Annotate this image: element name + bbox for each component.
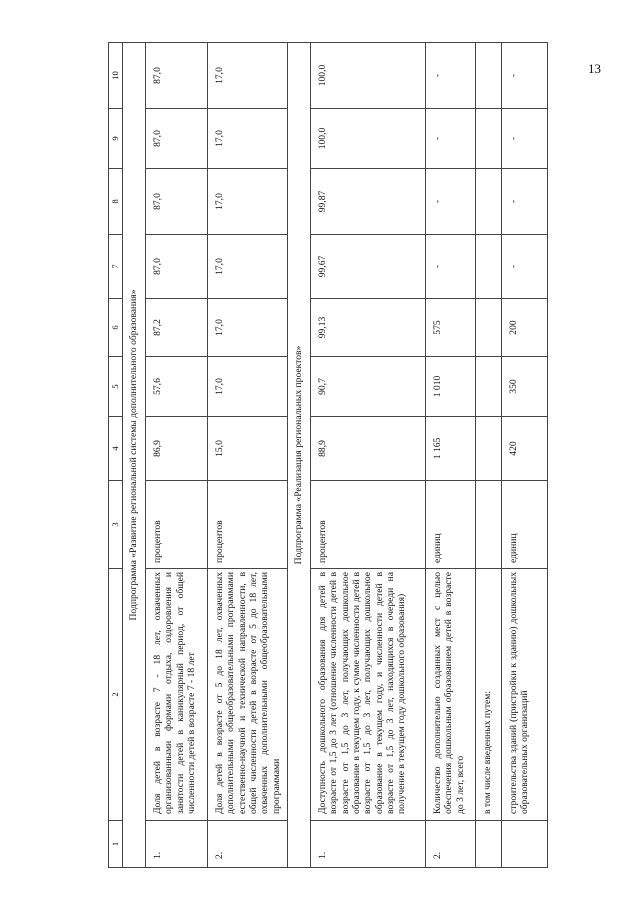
table-row: строительства зданий (пристройки к зданию) дошкольных образовательных организаций единиц 420 350 200 - - - - (502, 43, 548, 868)
table-row: 2. Количество дополнительно созданных мест с целью обеспечения дошкольным образованием детей в возрасте до 3 лет, всего единиц 1 165 1 010 575 - - - - (426, 43, 476, 868)
col-10: 10 (109, 43, 123, 109)
subprogram-header (288, 43, 311, 868)
col-2: 2 (109, 569, 123, 821)
col-4: 4 (109, 417, 123, 481)
col-6: 6 (109, 299, 123, 357)
col-1: 1 (109, 821, 123, 868)
col-8: 8 (109, 169, 123, 235)
column-number-row (109, 43, 123, 868)
table-row: 1. Доступность дошкольного образования для детей в возрасте от 1,5 до 3 лет (отношение численности детей в возрасте от 1,5 до 3 лет, получающих дошкольное образование в текущем году, к сумме численности детей в возрасте от 1,5 до 3 лет, получающих дошкольное образование в текущем году, и численности детей в возрасте от 1,5 до 3 лет, находящихся в очереди на получение в текущем году дошкольного образования) процентов 88,9 90,7 99,13 99,67 99,87 100,0 100,0 (311, 43, 426, 868)
col-3: 3 (109, 481, 123, 569)
col-7: 7 (109, 235, 123, 299)
table-row: 1. Доля детей в возрасте 7 - 18 лет, охваченных организованными формами отдыха, оздоровления и занятости детей в каникулярный период, от общей численности детей в возрасте 7 - 18 лет процентов 86,9 57,6 87,2 87,0 87,0 87,0 87,0 (146, 43, 208, 868)
rotated-table-container (108, 43, 608, 868)
table-row: 2. Доля детей в возрасте от 5 до 18 лет, охваченных дополнительными общеобразовательными программами естественно-научной и технической направленности, в общей численности детей в возрасте от 5 до 18 лет, охваченных дополнительными общеобразовательными программами процентов 15,0 17,0 17,0 17,0 17,0 17,0 17,0 (208, 43, 288, 868)
subprogram-header (123, 43, 146, 868)
indicators-table (108, 42, 548, 868)
subprogram1-title: Подпрограмма «Развитие региональной системы дополнительного образования» (123, 43, 146, 868)
page-number: 13 (588, 61, 601, 76)
col-5: 5 (109, 357, 123, 417)
table-row: в том числе введенных путем: (476, 43, 502, 868)
subprogram2-title: Подпрограмма «Реализация региональных проектов» (288, 43, 311, 868)
col-9: 9 (109, 109, 123, 169)
